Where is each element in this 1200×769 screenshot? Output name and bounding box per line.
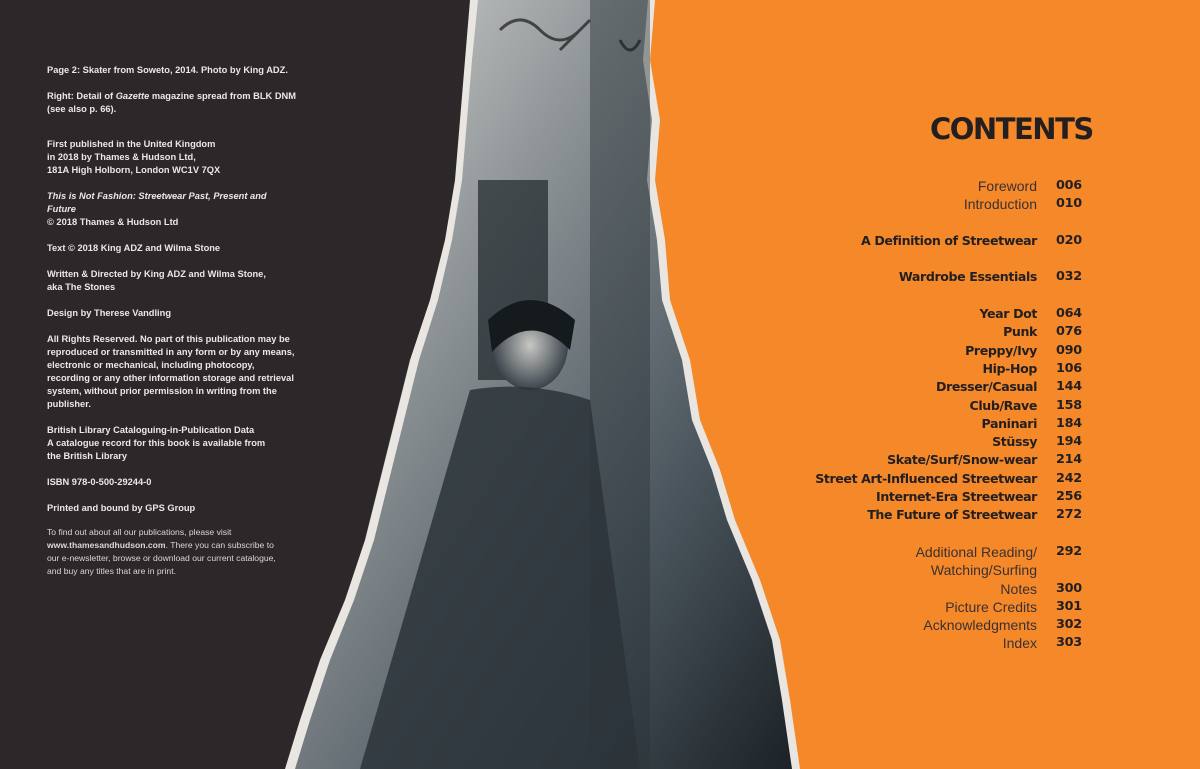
- toc-entry: [760, 488, 1090, 506]
- contents-title: CONTENTS: [930, 112, 1093, 146]
- toc-entry-label: Skate/Surf/Snow-wear: [887, 452, 1037, 468]
- toc-entry: [760, 378, 1090, 396]
- toc-entry-page: 144: [1056, 379, 1082, 395]
- toc-entry: [760, 543, 1090, 561]
- toc-entry-page: 090: [1056, 342, 1082, 358]
- toc-entry-label: Picture Credits: [945, 598, 1037, 615]
- toc-entry-label: Year Dot: [979, 306, 1037, 322]
- toc-entry-page: 302: [1056, 617, 1082, 633]
- imprint-block: [47, 64, 297, 528]
- toc-entry-label: Internet-Era Streetwear: [876, 489, 1037, 505]
- toc-entry-label: Paninari: [981, 415, 1037, 431]
- toc-entry: [760, 177, 1090, 195]
- toc-entry: [760, 397, 1090, 415]
- isbn: ISBN 978-0-500-29244-0: [47, 477, 152, 487]
- toc-entry-label: Introduction: [963, 196, 1037, 213]
- toc-entry: [760, 342, 1090, 360]
- publications-info: To find out about all our publications, please visit www.thamesandhudson.com. There you can subscribe to our e-newsletter, browse or download our current catalogue, and buy any titles that are in print.: [47, 527, 276, 576]
- toc-spacer: [760, 214, 1090, 232]
- toc-entry-page: 020: [1056, 232, 1082, 248]
- toc-entry-page: 010: [1056, 196, 1082, 212]
- toc-entry-label: Punk: [1003, 324, 1037, 340]
- toc-entry-label: Dresser/Casual: [936, 379, 1037, 395]
- toc-entry: [760, 195, 1090, 213]
- toc-entry-label: Additional Reading/: [915, 543, 1037, 560]
- text-copyright: Text © 2018 King ADZ and Wilma Stone: [47, 243, 221, 253]
- right-caption: Right: Detail of Gazette magazine spread from BLK DNM (see also p. 66).: [47, 91, 296, 114]
- toc-entry: [760, 598, 1090, 616]
- toc-entry: [760, 323, 1090, 341]
- toc-entry-label: Index: [1002, 635, 1037, 652]
- toc-entry-label: Preppy/Ivy: [965, 342, 1037, 358]
- toc-entry-page: 292: [1056, 543, 1082, 559]
- printed-by: Printed and bound by GPS Group: [47, 503, 196, 513]
- toc-entry-label: Foreword: [977, 178, 1037, 194]
- design-credit: Design by Therese Vandling: [47, 308, 171, 318]
- toc-entry-label: A Definition of Streetwear: [861, 232, 1037, 248]
- toc-entry-page: 242: [1056, 470, 1082, 486]
- toc-entry-page: 006: [1056, 178, 1082, 193]
- toc-entry: [760, 580, 1090, 598]
- toc-entry-page: 194: [1056, 434, 1082, 450]
- toc-entry-label: Watching/Surfing: [930, 562, 1037, 579]
- publisher-url[interactable]: www.thamesandhudson.com: [47, 540, 166, 550]
- toc-entry: [760, 232, 1090, 250]
- first-published: First published in the United Kingdom in 2018 by Thames & Hudson Ltd, 181A High Holborn, London WC1V 7QX: [47, 139, 221, 175]
- toc-entry: [760, 268, 1090, 286]
- toc-entry-page: 272: [1056, 507, 1082, 523]
- toc-entry-page: 214: [1056, 452, 1082, 468]
- toc-entry: [760, 634, 1090, 652]
- toc-entry-page: 106: [1056, 360, 1082, 376]
- cip-data: British Library Cataloguing-in-Publication Data A catalogue record for this book is available from the British Library: [47, 425, 266, 461]
- toc-entry: [760, 616, 1090, 634]
- toc-entry-page: 032: [1056, 269, 1082, 285]
- toc-spacer: [760, 250, 1090, 268]
- book-title-copyright: This is Not Fashion: Streetwear Past, Present and Future © 2018 Thames & Hudson Ltd: [47, 191, 267, 227]
- frontispiece-credit: Page 2: Skater from Soweto, 2014. Photo by King ADZ.: [47, 65, 288, 75]
- toc-entry: [760, 506, 1090, 524]
- toc-entry-label: Street Art-Influenced Streetwear: [815, 470, 1037, 486]
- toc-entry-label: The Future of Streetwear: [867, 507, 1037, 523]
- toc-entry: [760, 415, 1090, 433]
- toc-entry-label: Club/Rave: [969, 397, 1037, 413]
- toc-entry: [760, 561, 1090, 579]
- toc-entry-page: 064: [1056, 306, 1082, 322]
- rights-notice: All Rights Reserved. No part of this publication may be reproduced or transmitted in any form or by any means, electronic or mechanical, including photocopy, recording or any other information storage and retrieval system, without prior permission in writing from the publisher.: [47, 334, 295, 409]
- toc-entry: [760, 305, 1090, 323]
- table-of-contents: [760, 177, 1090, 653]
- toc-entry: [760, 433, 1090, 451]
- toc-entry-page: 301: [1056, 598, 1082, 614]
- toc-entry: [760, 470, 1090, 488]
- toc-entry-page: 256: [1056, 489, 1082, 505]
- toc-entry-label: Stüssy: [992, 434, 1037, 450]
- toc-entry: [760, 360, 1090, 378]
- toc-entry-page: 184: [1056, 415, 1082, 431]
- toc-entry-label: Wardrobe Essentials: [898, 269, 1037, 285]
- toc-entry: [760, 451, 1090, 469]
- toc-spacer: [760, 525, 1090, 543]
- toc-entry-page: 076: [1056, 324, 1082, 340]
- toc-entry-label: Hip-Hop: [982, 360, 1037, 376]
- toc-spacer: [760, 287, 1090, 305]
- toc-entry-page: 158: [1056, 397, 1082, 413]
- toc-entry-label: Acknowledgments: [923, 617, 1037, 634]
- toc-entry-label: Notes: [1000, 580, 1037, 597]
- written-by: Written & Directed by King ADZ and Wilma Stone, aka The Stones: [47, 269, 266, 292]
- toc-entry-page: 303: [1056, 635, 1082, 651]
- toc-entry-page: 300: [1056, 580, 1082, 596]
